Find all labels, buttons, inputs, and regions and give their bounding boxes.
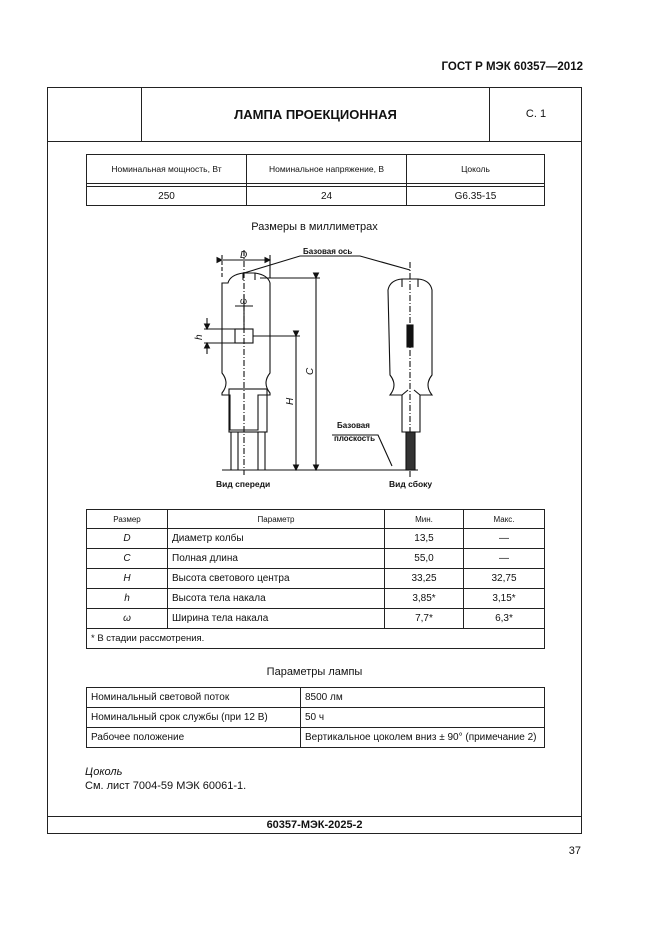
value-power: 250 <box>87 187 247 206</box>
lamp-parameters-caption: Параметры лампы <box>266 666 363 678</box>
side-view-lamp <box>388 262 432 478</box>
header-min: Мин. <box>385 510 464 529</box>
label-h: h <box>194 334 205 340</box>
dim-symbol: C <box>87 549 168 569</box>
dim-max: 6,3* <box>464 609 545 629</box>
table-footnote: * В стадии рассмотрения. <box>87 629 545 649</box>
label-omega: ω <box>240 296 248 306</box>
base-section-text: См. лист 7004-59 МЭК 60061-1. <box>85 780 247 792</box>
dim-parameter: Полная длина <box>168 549 385 569</box>
dim-min: 3,85* <box>385 589 464 609</box>
label-front-view: Вид спереди <box>216 479 271 489</box>
dim-min: 13,5 <box>385 529 464 549</box>
header-voltage: Номинальное напряжение, В <box>247 155 407 184</box>
dim-max: 3,15* <box>464 589 545 609</box>
header-power: Номинальная мощность, Вт <box>87 155 247 184</box>
label-reference-plane-2: плоскость <box>334 434 376 443</box>
dim-max: 32,75 <box>464 569 545 589</box>
header-max: Макс. <box>464 510 545 529</box>
header-dimension: Размер <box>87 510 168 529</box>
label-H: H <box>285 397 296 405</box>
value-voltage: 24 <box>247 187 407 206</box>
label-C: C <box>305 367 316 375</box>
dim-min: 7,7* <box>385 609 464 629</box>
dim-parameter: Высота светового центра <box>168 569 385 589</box>
value-cap: G6.35-15 <box>407 187 545 206</box>
dim-symbol: H <box>87 569 168 589</box>
header-parameter: Параметр <box>168 510 385 529</box>
label-reference-plane-1: Базовая <box>337 421 370 430</box>
header-cap: Цоколь <box>407 155 545 184</box>
dim-symbol: ω <box>87 609 168 629</box>
dim-parameter: Ширина тела накала <box>168 609 385 629</box>
base-section-title: Цоколь <box>85 766 123 778</box>
dim-parameter: Высота тела накала <box>168 589 385 609</box>
dim-min: 55,0 <box>385 549 464 569</box>
lamp-param-name: Номинальный срок службы (при 12 В) <box>87 708 301 728</box>
dim-parameter: Диаметр колбы <box>168 529 385 549</box>
lamp-param-name: Номинальный световой поток <box>87 688 301 708</box>
dim-max: — <box>464 529 545 549</box>
lamp-param-value: 8500 лм <box>301 688 545 708</box>
lamp-param-value: Вертикальное цоколем вниз ± 90° (примечание 2) <box>301 728 545 748</box>
footer-code: 60357-МЭК-2025-2 <box>266 819 363 831</box>
standard-code: ГОСТ Р МЭК 60357—2012 <box>441 61 583 73</box>
dim-symbol: D <box>87 529 168 549</box>
lamp-param-value: 50 ч <box>301 708 545 728</box>
dimensions-caption: Размеры в миллиметрах <box>251 221 378 233</box>
page-number: 37 <box>568 845 581 857</box>
sheet-title: ЛАМПА ПРОЕКЦИОННАЯ <box>234 107 397 122</box>
label-d: D <box>240 250 248 261</box>
label-side-view: Вид сбоку <box>389 479 433 489</box>
lamp-param-name: Рабочее положение <box>87 728 301 748</box>
dim-max: — <box>464 549 545 569</box>
label-reference-axis: Базовая ось <box>303 247 353 256</box>
dim-min: 33,25 <box>385 569 464 589</box>
sheet-number: С. 1 <box>525 108 547 120</box>
dim-symbol: h <box>87 589 168 609</box>
